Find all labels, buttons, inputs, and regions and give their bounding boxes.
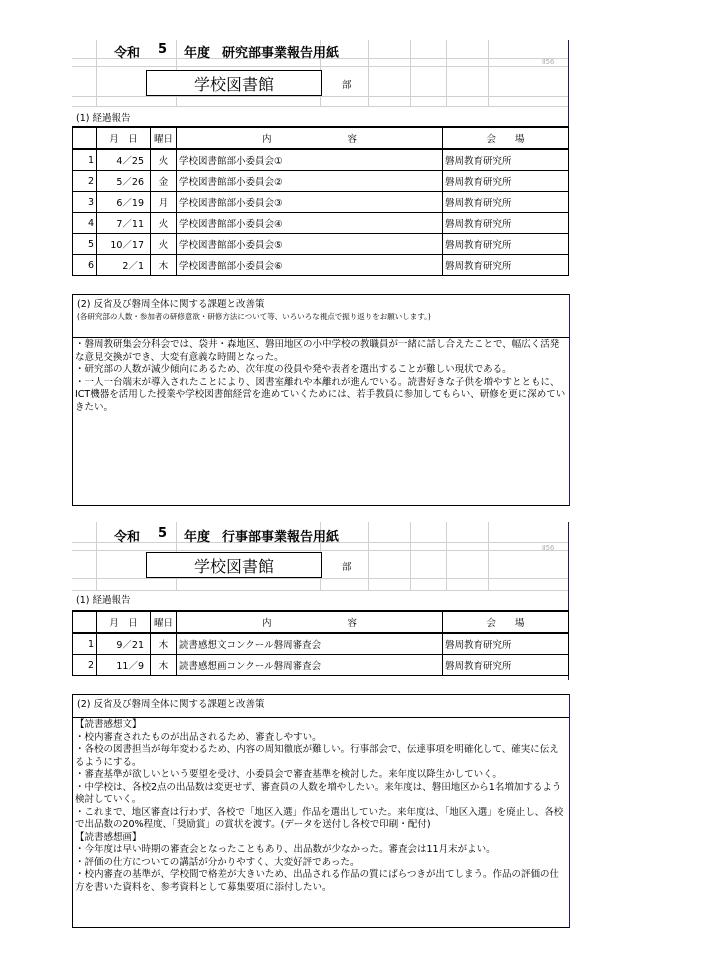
report2-body-line: ・審査基準が欲しいという要望を受け、小委員会で審査基準を検討した。来年度以降生かしていく。	[75, 769, 502, 780]
report2-table	[72, 610, 569, 676]
report2-body-line: 【読書感想文】	[75, 719, 142, 730]
header-day: 曜日	[151, 611, 177, 633]
report1-era: 令和	[114, 46, 141, 61]
report1-section2-note: (各研究部の人数・参加者の研修意欲・研修方法について等、いろいろな視点で振り返りをお願いします。)	[77, 312, 431, 321]
header-venue: 会 場	[443, 127, 569, 149]
table-row: 4 7／11 火 学校図書館部小委員会④ 磐周教育研究所	[73, 213, 569, 234]
report2-reflection-panel	[72, 694, 570, 928]
report2-body-line: ・これまで、地区審査は行わず、各校で「地区入選」作品を選出していた。来年度は、「地区入選」を廃止し、各校で出品数の20%程度、「奨励賞」の賞状を渡す。(データを送付し各校で印刷・配付)	[75, 806, 564, 830]
report2-body-line: 【読書感想画】	[75, 831, 142, 843]
table-header-row	[73, 611, 569, 633]
table-row: 1 4／25 火 学校図書館部小委員会① 磐周教育研究所	[73, 149, 569, 171]
report1-section2: (2) 反省及び磐周全体に関する課題と改善策	[77, 299, 265, 310]
header-content: 内 容	[177, 127, 443, 149]
report1-dept-suffix: 部	[342, 80, 352, 91]
report2-dept-suffix: 部	[342, 562, 352, 573]
report2-body-line: ・校内審査の基準が、学校間で格差が大きいため、出品される作品の質にばらつきが出てしまう。作品の評価の仕方を書いた資料を、参考資料として募集要項に添付したい。	[75, 869, 560, 893]
report1-reflection-body	[73, 337, 569, 505]
report1-tiny-mark: Ⅱ56	[542, 58, 555, 66]
table-row: 2 11／9 木 読書感想画コンクール磐周審査会 磐周教育研究所	[73, 655, 569, 676]
report1-title: 研究部事業報告用紙	[222, 46, 340, 61]
header-day: 曜日	[151, 127, 177, 149]
header-venue: 会 場	[443, 611, 569, 633]
report2-dept-box: 学校図書館	[146, 552, 322, 578]
header-date: 月 日	[97, 127, 151, 149]
header-content: 内 容	[177, 611, 443, 633]
report2-body-line: ・各校の図書担当が毎年変わるため、内容の周知徹底が難しい。行事部会で、伝達事項を明確化して、確実に伝えるようにする。	[75, 744, 559, 768]
report2-year: 5	[158, 526, 168, 541]
table-header-row	[73, 127, 569, 149]
report2-body-line: ・今年度は早い時期の審査会となったこともあり、出品数が少なかった。審査会は11月末がよい。	[75, 844, 496, 855]
table-row: 5 10／17 火 学校図書館部小委員会⑤ 磐周教育研究所	[73, 234, 569, 255]
report2-tiny-mark: Ⅱ56	[542, 544, 555, 552]
table-row: 1 9／21 木 読書感想文コンクール磐周審査会 磐周教育研究所	[73, 633, 569, 655]
report1-reflection-panel	[72, 294, 570, 506]
report1-body-line: ・一人一台端末が導入されたことにより、図書室離れや本離れが進んでいる。読書好きな子供を増やすとともに、ICT機器を活用した授業や学校図書館経営を進めていくためには、若手教員に参加してもらい、研修を更に深めていきたい。	[75, 376, 566, 413]
report2-body-line: ・評価の仕方についての講話が分かりやすく、大変好評であった。	[75, 856, 360, 868]
report2-reflection-body	[73, 717, 569, 927]
report1-section1: (1) 経過報告	[76, 113, 131, 124]
report2-body-line: ・校内審査されたものが出品されるため、審査しやすい。	[75, 731, 322, 743]
header-date: 月 日	[97, 611, 151, 633]
report1-dept-box: 学校図書館	[146, 70, 322, 96]
report1-body-line: ・磐周教研集会分科会では、袋井・森地区、磐田地区の小中学校の教職員が一緒に話し合えたことで、幅広く活発な意見交換ができ、大変有意義な時間となった。	[75, 339, 560, 363]
table-row: 2 5／26 金 学校図書館部小委員会② 磐周教育研究所	[73, 171, 569, 192]
report2-body-line: ・中学校は、各校2点の出品数は変更せず、審査員の人数を増やしたい。来年度は、磐田地区から1名増加するよう検討していく。	[75, 781, 562, 805]
report1-body-line: ・研究部の人数が減少傾向にあるため、次年度の役員や発や表者を選出することが難しい現状である。	[75, 364, 512, 375]
report2-era: 令和	[114, 530, 141, 545]
table-row: 6 2／1 木 学校図書館部小委員会⑥ 磐周教育研究所	[73, 255, 569, 276]
report1-nendo: 年度	[184, 46, 211, 61]
report2-nendo: 年度	[184, 530, 211, 545]
report2-title: 行事部事業報告用紙	[222, 530, 340, 545]
report1-table	[72, 126, 569, 276]
table-row: 3 6／19 月 学校図書館部小委員会③ 磐周教育研究所	[73, 192, 569, 213]
report2-section1: (1) 経過報告	[76, 595, 131, 606]
report1-year: 5	[158, 42, 168, 57]
report2-section2: (2) 反省及び磐周全体に関する課題と改善策	[77, 699, 265, 710]
